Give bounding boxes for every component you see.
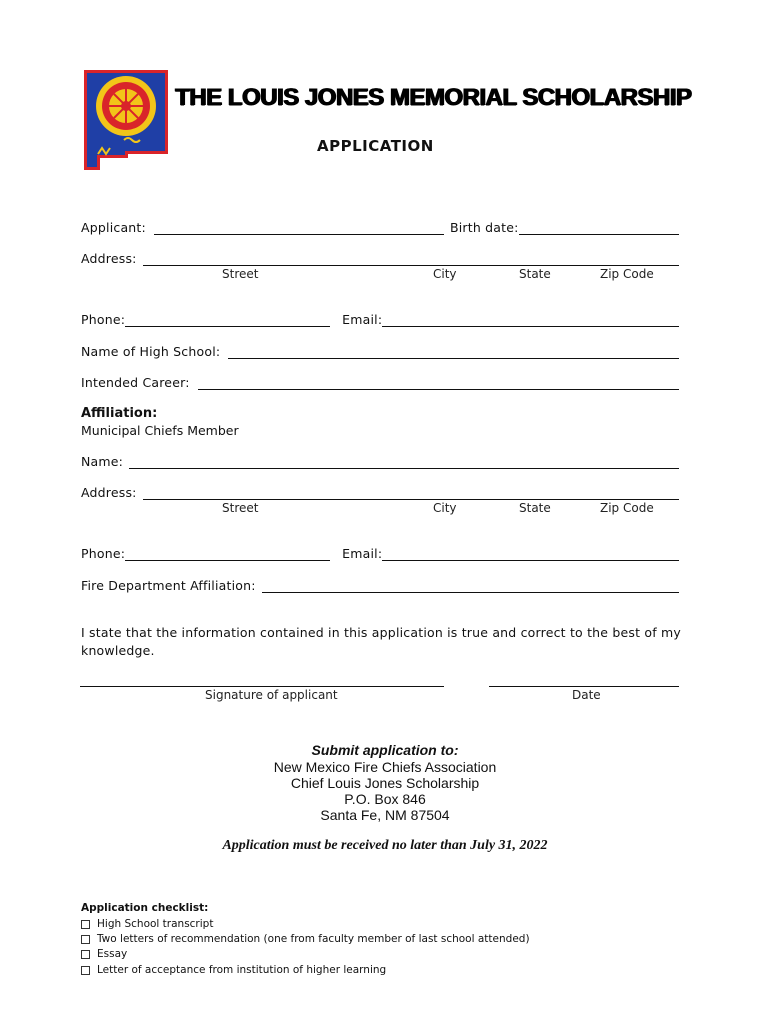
member-street-caption: Street [222, 501, 259, 515]
member-name-row [81, 454, 679, 469]
mailing-address-line: Chief Louis Jones Scholarship [290, 775, 480, 791]
checklist-item-label: High School transcript [97, 918, 214, 930]
career-row [81, 375, 679, 390]
member-email-field[interactable] [382, 547, 679, 561]
checklist-item [81, 964, 386, 976]
checkbox-icon[interactable] [81, 920, 90, 929]
member-state-caption: State [519, 501, 551, 515]
checklist-item [81, 933, 530, 945]
checklist-item [81, 948, 127, 960]
checklist-item-label: Essay [97, 948, 128, 960]
applicant-row [81, 220, 679, 235]
applicant-address-field[interactable] [143, 252, 679, 266]
member-address-label: Address: [81, 485, 137, 500]
career-label: Intended Career: [81, 375, 190, 390]
page-subtitle: APPLICATION [317, 137, 434, 155]
member-zip-caption: Zip Code [600, 501, 654, 515]
fire-dept-label: Fire Department Affiliation: [81, 578, 256, 593]
member-email-label: Email: [342, 546, 383, 561]
applicant-field[interactable] [154, 221, 444, 235]
page-title: THE LOUIS JONES MEMORIAL SCHOLARSHIP [175, 84, 692, 111]
checklist-item-label: Two letters of recommendation (one from faculty member of last school attended) [97, 933, 530, 945]
member-address-field[interactable] [143, 486, 679, 500]
applicant-address-row [81, 251, 679, 266]
mailing-address-line: New Mexico Fire Chiefs Association [273, 759, 497, 775]
member-city-caption: City [433, 501, 457, 515]
mailing-address-line: Santa Fe, NM 87504 [320, 807, 450, 823]
checkbox-icon[interactable] [81, 966, 90, 975]
fire-dept-row [81, 578, 679, 593]
checklist-heading: Application checklist: [81, 902, 209, 914]
applicant-contact-row [81, 312, 679, 327]
zip-caption: Zip Code [600, 267, 654, 281]
certification-statement: I state that the information contained in this application is true and correct to the best of my knowledge. [81, 625, 681, 658]
checkbox-icon[interactable] [81, 935, 90, 944]
member-address-row [81, 485, 679, 500]
affiliation-heading: Affiliation: [81, 406, 158, 421]
member-name-label: Name: [81, 454, 124, 469]
high-school-row [81, 344, 679, 359]
fire-dept-field[interactable] [262, 579, 679, 593]
applicant-phone-field[interactable] [125, 313, 330, 327]
member-contact-row [81, 546, 679, 561]
email-label: Email: [342, 312, 383, 327]
high-school-field[interactable] [228, 345, 679, 359]
member-phone-label: Phone: [81, 546, 126, 561]
applicant-email-field[interactable] [382, 313, 679, 327]
affiliation-value: Municipal Chiefs Member [81, 423, 239, 438]
high-school-label: Name of High School: [81, 344, 221, 359]
deadline-notice: Application must be received no later than July 31, 2022 [222, 838, 548, 853]
career-field[interactable] [198, 376, 679, 390]
street-caption: Street [222, 267, 259, 281]
member-name-field[interactable] [129, 455, 679, 469]
mailing-address-line: P.O. Box 846 [344, 791, 426, 807]
city-caption: City [433, 267, 457, 281]
birth-date-field[interactable] [519, 221, 679, 235]
birth-date-label: Birth date: [449, 220, 519, 235]
submit-heading: Submit application to: [311, 742, 459, 758]
checklist-item-label: Letter of acceptance from institution of higher learning [97, 964, 387, 976]
signature-field[interactable] [80, 685, 444, 687]
checklist-item [81, 918, 213, 930]
date-field[interactable] [489, 685, 679, 687]
member-phone-field[interactable] [125, 547, 330, 561]
association-logo [84, 70, 168, 170]
address-label: Address: [81, 251, 137, 266]
checkbox-icon[interactable] [81, 950, 90, 959]
signature-caption: Signature of applicant [205, 688, 338, 702]
date-caption: Date [572, 688, 601, 702]
phone-label: Phone: [81, 312, 126, 327]
applicant-label: Applicant: [81, 220, 146, 235]
state-caption: State [519, 267, 551, 281]
